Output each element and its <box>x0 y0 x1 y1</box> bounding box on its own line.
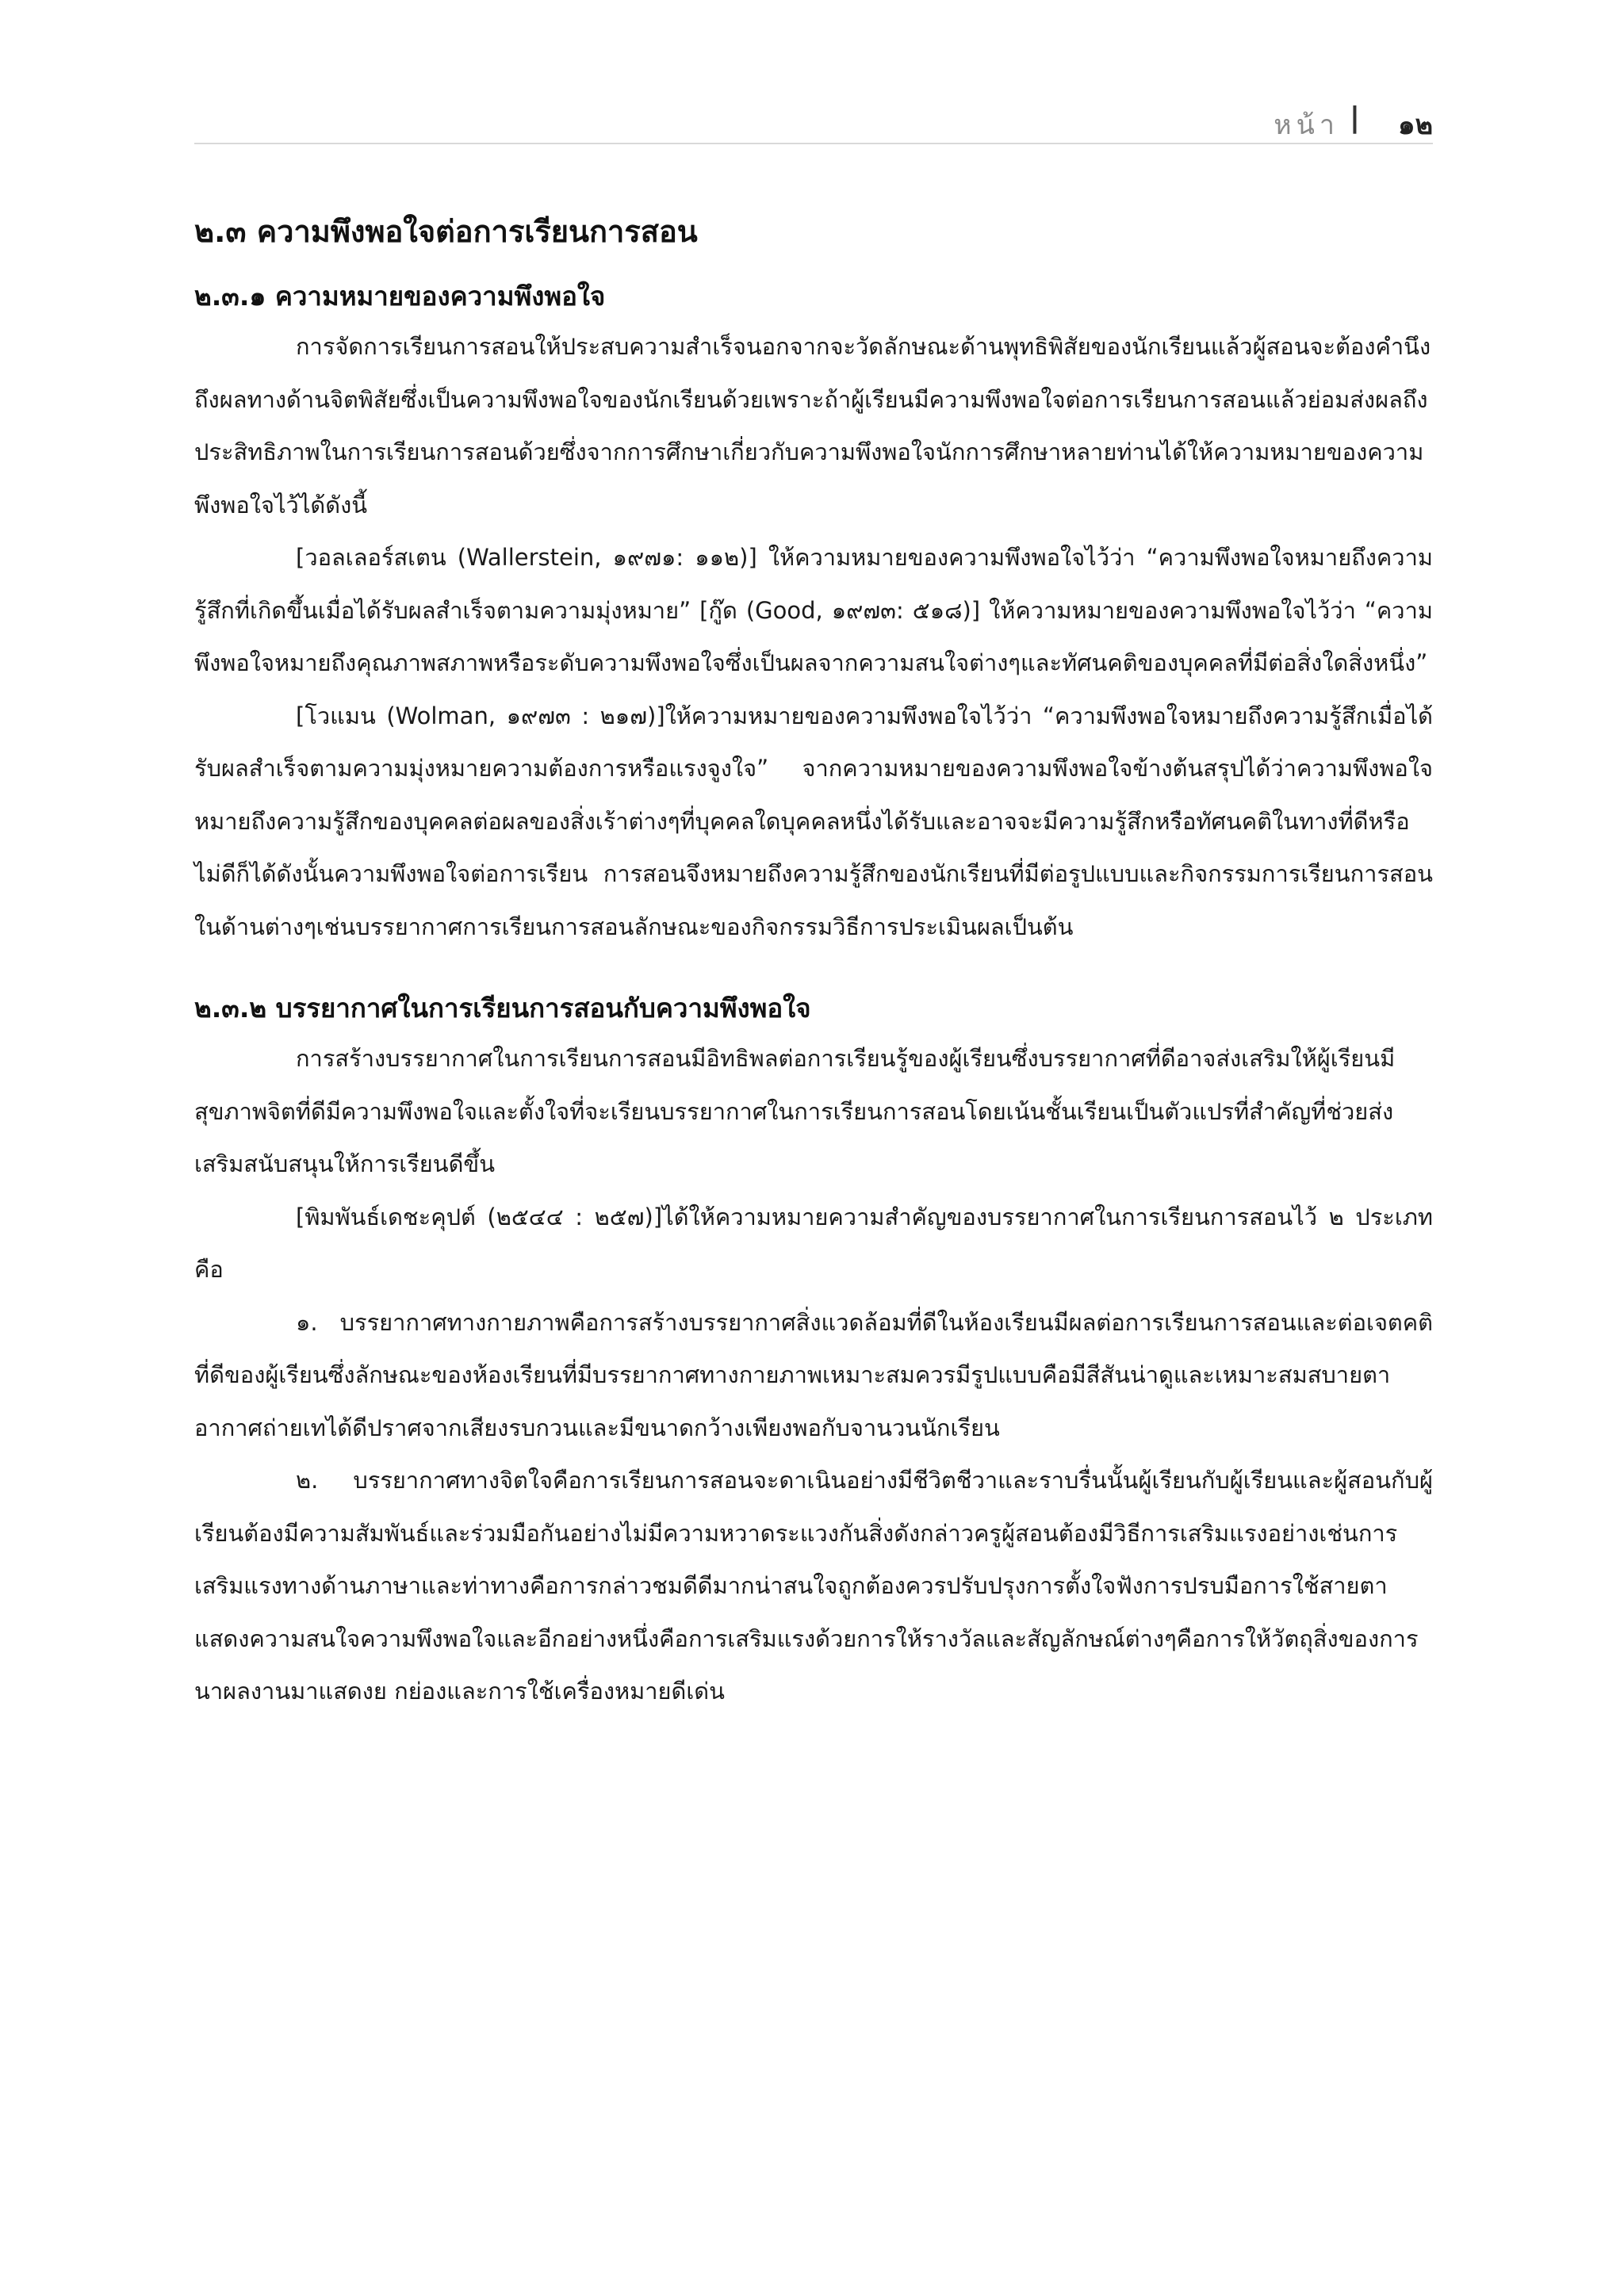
subsection-2-title: ๒.๓.๒ บรรยากาศในการเรียนการสอนกับความพึงพอใจ <box>194 993 811 1024</box>
paragraph: [วอลเลอร์สเตน (Wallerstein, ๑๙๗๑: ๑๑๒)] ให้ความหมายของความพึงพอใจไว้ว่า “ความพึงพอใจหมายถึงความรู้สึกที่เกิดขึ้นเมื่อได้รับผลสำเร็จตามความมุ่งหมาย” [กู๊ด (Good, ๑๙๗๓: ๕๑๘)] ให้ความหมายของความพึงพอใจไว้ว่า “ความพึงพอใจหมายถึงคุณภาพสภาพหรือระดับความพึงพอใจซึ่งเป็นผลจากความสนใจต่างๆและทัศนคติของบุคคลที่มีต่อสิ่งใดสิ่งหนึ่ง” <box>194 544 1433 676</box>
paragraph: [พิมพันธ์เดชะคุปต์ (๒๕๔๔ : ๒๕๗)]ได้ให้ความหมายความสำคัญของบรรยากาศในการเรียนการสอนไว้ ๒ ประเภทคือ <box>194 1203 1433 1283</box>
header-separator: | <box>1349 101 1360 134</box>
list-item: ๑. บรรยากาศทางกายภาพคือการสร้างบรรยากาศสิ่งแวดล้อมที่ดีในห้องเรียนมีผลต่อการเรียนการสอนและต่อเจตคติที่ดีของผู้เรียนซึ่งลักษณะของห้องเรียนที่มีบรรยากาศทางกายภาพเหมาะสมควรมีรูปแบบคือมีสีสันน่าดูและเหมาะสมสบายตาอากาศถ่ายเทได้ดีปราศจากเสียงรบกวนและมีขนาดกว้างเพียงพอกับจานวนนักเรียน <box>194 1308 1433 1441</box>
section-title: ๒.๓ ความพึงพอใจต่อการเรียนการสอน <box>194 214 698 249</box>
paragraph: การจัดการเรียนการสอนให้ประสบความสำเร็จนอกจากจะวัดลักษณะด้านพุทธิพิสัยของนักเรียนแล้วผู้สอนจะต้องคำนึงถึงผลทางด้านจิตพิสัยซึ่งเป็นความพึงพอใจของนักเรียนด้วยเพราะถ้าผู้เรียนมีความพึงพอใจต่อการเรียนการสอนแล้วย่อมส่งผลถึงประสิทธิภาพในการเรียนการสอนด้วยซึ่งจากการศึกษาเกี่ยวกับความพึงพอใจนักการศึกษาหลายท่านได้ให้ความหมายของความพึงพอใจไว้ได้ดังนี้ <box>194 333 1431 519</box>
page-label: หน้า <box>1274 109 1339 141</box>
document-body <box>194 208 1433 1718</box>
page-header <box>194 103 1433 144</box>
list-item: ๒. บรรยากาศทางจิตใจคือการเรียนการสอนจะดาเนินอย่างมีชีวิตชีวาและราบรื่นนั้นผู้เรียนกับผู้เรียนและผู้สอนกับผู้เรียนต้องมีความสัมพันธ์และร่วมมือกันอย่างไม่มีความหวาดระแวงกันสิ่งดังกล่าวครูผู้สอนต้องมีวิธีการเสริมแรงอย่างเช่นการเสริมแรงทางด้านภาษาและท่าทางคือการกล่าวชมดีดีมากน่าสนใจถูกต้องควรปรับปรุงการตั้งใจฟังการปรบมือการใช้สายตาแสดงความสนใจความพึงพอใจและอีกอย่างหนึ่งคือการเสริมแรงด้วยการให้รางวัลและสัญลักษณ์ต่างๆคือการให้วัตถุสิ่งของการนาผลงานมาแสดงย กย่องและการใช้เครื่องหมายดีเด่น <box>194 1467 1433 1705</box>
paragraph: การสร้างบรรยากาศในการเรียนการสอนมีอิทธิพลต่อการเรียนรู้ของผู้เรียนซึ่งบรรยากาศที่ดีอาจส่งเสริมให้ผู้เรียนมีสุขภาพจิตที่ดีมีความพึงพอใจและตั้งใจที่จะเรียนบรรยากาศในการเรียนการสอนโดยเน้นชั้นเรียนเป็นตัวแปรที่สำคัญที่ช่วยส่งเสริมสนับสนุนให้การเรียนดีขึ้น <box>194 1045 1396 1177</box>
subsection-1-title: ๒.๓.๑ ความหมายของความพึงพอใจ <box>194 281 606 312</box>
paragraph: [โวแมน (Wolman, ๑๙๗๓ : ๒๑๗)]ให้ความหมายของความพึงพอใจไว้ว่า “ความพึงพอใจหมายถึงความรู้สึกเมื่อได้รับผลสำเร็จตามความมุ่งหมายความต้องการหรือแรงจูงใจ” จากความหมายของความพึงพอใจข้างต้นสรุปได้ว่าความพึงพอใจหมายถึงความรู้สึกของบุคคลต่อผลของสิ่งเร้าต่างๆที่บุคคลใดบุคคลหนึ่งได้รับและอาจจะมีความรู้สึกหรือทัศนคติในทางที่ดีหรือไม่ดีก็ได้ดังนั้นความพึงพอใจต่อการเรียน การสอนจึงหมายถึงความรู้สึกของนักเรียนที่มีต่อรูปแบบและกิจกรรมการเรียนการสอนในด้านต่างๆเช่นบรรยากาศการเรียนการสอนลักษณะของกิจกรรมวิธีการประเมินผลเป็นต้น <box>194 702 1433 940</box>
page-number: ๑๒ <box>1398 109 1433 141</box>
